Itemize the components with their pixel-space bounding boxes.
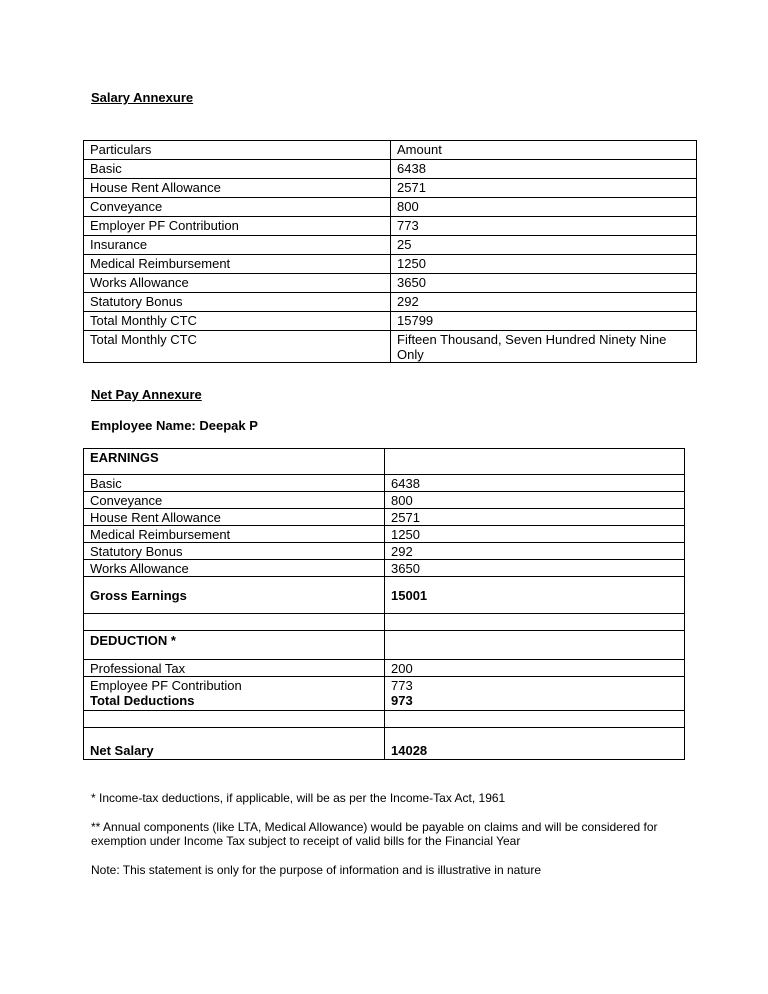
salary-annexure-table: [83, 140, 697, 363]
deduction-heading-row: [84, 631, 685, 660]
income-tax-note: * Income-tax deductions, if applicable, will be as per the Income-Tax Act, 1961: [91, 791, 506, 805]
total-deductions-value: 973: [385, 693, 685, 711]
table-row: [84, 160, 697, 179]
amount-cell: 25: [391, 236, 697, 255]
particular-cell: Statutory Bonus: [84, 293, 391, 312]
amount-cell: Fifteen Thousand, Seven Hundred Ninety Nine Only: [391, 331, 697, 363]
table-row: [84, 560, 685, 577]
earning-label: House Rent Allowance: [84, 509, 385, 526]
annual-components-note: ** Annual components (like LTA, Medical Allowance) would be payable on claims and will be considered for exemption under Income Tax subject to receipt of valid bills for the Financial Year: [91, 820, 658, 848]
earnings-heading: EARNINGS: [84, 449, 385, 475]
particular-cell: Conveyance: [84, 198, 391, 217]
particular-cell: Total Monthly CTC: [84, 312, 391, 331]
spacer-row: [84, 711, 685, 728]
header-amount: Amount: [391, 141, 697, 160]
deduction-label: Professional Tax: [84, 660, 385, 677]
particular-cell: Total Monthly CTC: [84, 331, 391, 363]
empty-cell: [385, 631, 685, 660]
gross-earnings-value: 15001: [385, 577, 685, 614]
empty-cell: [385, 449, 685, 475]
empty-cell: [84, 614, 385, 631]
particular-cell: Basic: [84, 160, 391, 179]
deduction-heading: DEDUCTION *: [84, 631, 385, 660]
net-pay-annexure-title: Net Pay Annexure: [91, 387, 202, 402]
earning-value: 292: [385, 543, 685, 560]
table-row: [84, 492, 685, 509]
particular-cell: Insurance: [84, 236, 391, 255]
amount-cell: 6438: [391, 160, 697, 179]
table-row: [84, 179, 697, 198]
table-row: [84, 198, 697, 217]
earning-label: Conveyance: [84, 492, 385, 509]
table-row: [84, 509, 685, 526]
earnings-heading-row: [84, 449, 685, 475]
earning-value: 6438: [385, 475, 685, 492]
amount-cell: 3650: [391, 274, 697, 293]
disclaimer-note: Note: This statement is only for the purpose of information and is illustrative in nature: [91, 863, 542, 877]
amount-cell: 292: [391, 293, 697, 312]
table-row: [84, 543, 685, 560]
net-salary-row: [84, 728, 685, 760]
amount-cell: 15799: [391, 312, 697, 331]
total-deductions-label: Total Deductions: [84, 693, 385, 711]
net-pay-table: [83, 448, 685, 760]
amount-cell: 2571: [391, 179, 697, 198]
gross-earnings-row: [84, 577, 685, 614]
earning-label: Medical Reimbursement: [84, 526, 385, 543]
deduction-value: 200: [385, 660, 685, 677]
employee-name: Employee Name: Deepak P: [91, 418, 258, 433]
table-row: [84, 293, 697, 312]
table-row: [84, 475, 685, 492]
earning-label: Basic: [84, 475, 385, 492]
table-row: [84, 312, 697, 331]
particular-cell: Works Allowance: [84, 274, 391, 293]
salary-annexure-title: Salary Annexure: [91, 90, 194, 105]
spacer-row: [84, 614, 685, 631]
earning-label: Works Allowance: [84, 560, 385, 577]
particular-cell: Medical Reimbursement: [84, 255, 391, 274]
earning-value: 1250: [385, 526, 685, 543]
table-row: [84, 274, 697, 293]
table-row: [84, 677, 685, 694]
empty-cell: [385, 614, 685, 631]
table-row: [84, 526, 685, 543]
table-row: [84, 255, 697, 274]
empty-cell: [385, 711, 685, 728]
amount-cell: 800: [391, 198, 697, 217]
header-particulars: Particulars: [84, 141, 391, 160]
table-row: [84, 217, 697, 236]
net-salary-label: Net Salary: [84, 728, 385, 760]
gross-earnings-label: Gross Earnings: [84, 577, 385, 614]
table-row: [84, 331, 697, 363]
net-salary-value: 14028: [385, 728, 685, 760]
earning-value: 3650: [385, 560, 685, 577]
earning-label: Statutory Bonus: [84, 543, 385, 560]
table-row: [84, 660, 685, 677]
empty-cell: [84, 711, 385, 728]
deduction-label: Employee PF Contribution: [84, 677, 385, 694]
amount-cell: 773: [391, 217, 697, 236]
particular-cell: House Rent Allowance: [84, 179, 391, 198]
table-header-row: [84, 141, 697, 160]
amount-cell: 1250: [391, 255, 697, 274]
earning-value: 2571: [385, 509, 685, 526]
particular-cell: Employer PF Contribution: [84, 217, 391, 236]
earning-value: 800: [385, 492, 685, 509]
deduction-value: 773: [385, 677, 685, 694]
total-deductions-row: [84, 693, 685, 711]
table-row: [84, 236, 697, 255]
